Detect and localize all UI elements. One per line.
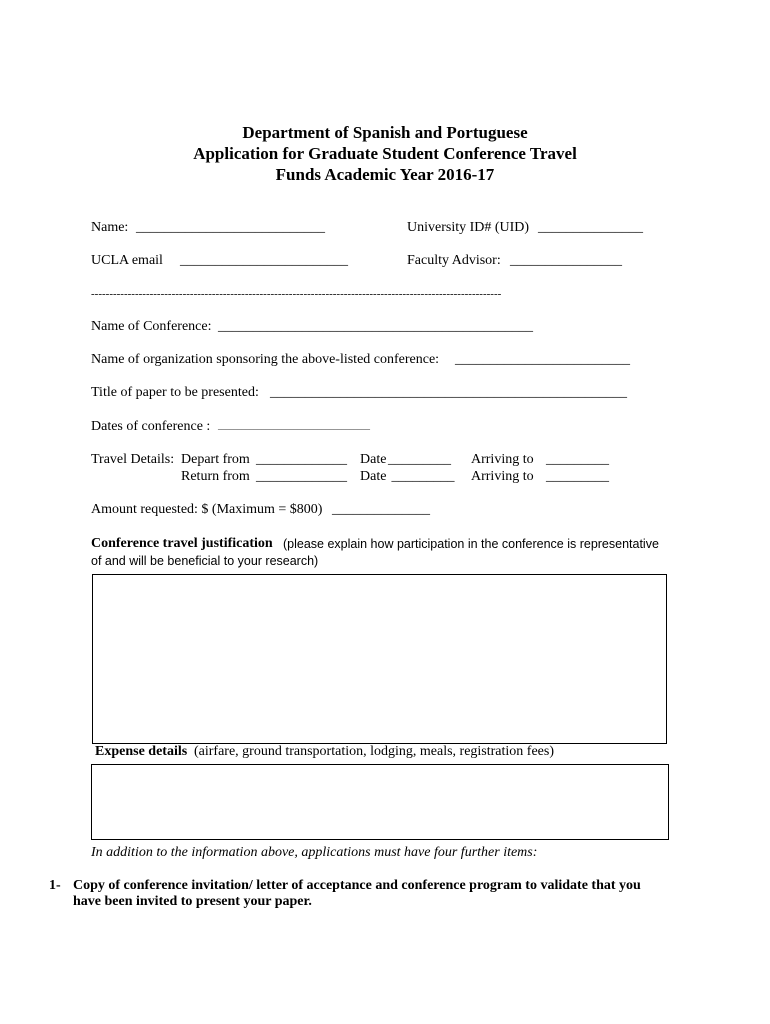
- conference-name-label: Name of Conference:: [91, 319, 212, 334]
- justification-label: Conference travel justification: [91, 536, 273, 551]
- return-arriving-field[interactable]: _________: [546, 469, 609, 484]
- depart-arriving-field[interactable]: _________: [546, 452, 609, 467]
- name-label: Name:: [91, 220, 129, 235]
- return-arriving-label: Arriving to: [471, 469, 534, 484]
- name-field[interactable]: ___________________________: [136, 220, 325, 235]
- depart-date-field[interactable]: _________: [388, 452, 451, 467]
- depart-from-field[interactable]: _____________: [256, 452, 347, 467]
- return-from-field[interactable]: _____________: [256, 469, 347, 484]
- depart-arriving-label: Arriving to: [471, 452, 534, 467]
- form-title-application: Application for Graduate Student Conference Travel: [193, 144, 577, 163]
- return-date-field[interactable]: _________: [388, 469, 455, 484]
- return-from-label: Return from: [181, 469, 250, 484]
- depart-from-label: Depart from: [181, 452, 250, 467]
- dashed-separator: ----------------------------------------------------------------------------------------------------------------: [91, 288, 502, 300]
- return-date-label: Date: [360, 469, 387, 484]
- sponsor-org-field[interactable]: _________________________: [455, 352, 630, 367]
- item-number: 1-: [49, 878, 61, 893]
- conference-dates-label: Dates of conference :: [91, 419, 211, 434]
- conference-name-field[interactable]: _____________________________________________: [218, 319, 533, 334]
- advisor-field[interactable]: ________________: [510, 253, 622, 268]
- paper-title-label: Title of paper to be presented:: [91, 385, 259, 400]
- form-title-department: Department of Spanish and Portuguese: [242, 123, 528, 142]
- item-text-line2: have been invited to present your paper.: [73, 894, 312, 909]
- expense-details-label: Expense details: [95, 744, 188, 759]
- conference-dates-field[interactable]: ______________________________________: [218, 422, 370, 431]
- further-items-intro: In addition to the information above, applications must have four further items:: [91, 845, 538, 860]
- justification-hint: (please explain how participation in the conference is representative: [283, 537, 659, 551]
- advisor-label: Faculty Advisor:: [407, 253, 501, 268]
- sponsor-org-label: Name of organization sponsoring the above-listed conference:: [91, 352, 440, 367]
- email-label: UCLA email: [91, 253, 163, 268]
- depart-date-label: Date: [360, 452, 387, 467]
- justification-hint-cont: of and will be beneficial to your research): [91, 554, 319, 568]
- item-text-line1: Copy of conference invitation/ letter of acceptance and conference program to validate that you: [73, 878, 641, 893]
- uid-field[interactable]: _______________: [538, 220, 643, 235]
- expense-details-textbox[interactable]: [91, 764, 669, 840]
- amount-requested-label: Amount requested: $ (Maximum = $800): [91, 502, 323, 517]
- paper-title-field[interactable]: ___________________________________________________: [270, 385, 627, 400]
- travel-details-label: Travel Details:: [91, 452, 175, 467]
- form-title-year: Funds Academic Year 2016-17: [275, 165, 495, 184]
- expense-details-hint: (airfare, ground transportation, lodging, meals, registration fees): [194, 744, 554, 759]
- justification-textbox[interactable]: [92, 574, 667, 744]
- uid-label: University ID# (UID): [407, 220, 530, 235]
- amount-requested-field[interactable]: ______________: [332, 502, 430, 517]
- email-field[interactable]: ________________________: [180, 253, 348, 268]
